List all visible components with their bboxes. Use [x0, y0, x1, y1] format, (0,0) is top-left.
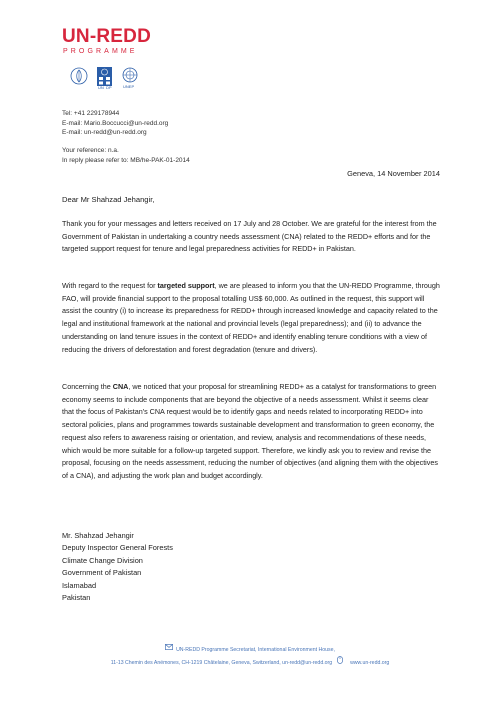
letter-date: Geneva, 14 November 2014 [347, 169, 440, 178]
unep-emblem-icon [123, 68, 137, 82]
recipient-government: Government of Pakistan [62, 568, 142, 578]
reply-reference: In reply please refer to: MB/he-PAK-01-2014 [62, 157, 190, 164]
paragraph-3 [62, 381, 442, 483]
footer-line-1 [0, 644, 500, 656]
recipient-address [62, 530, 173, 604]
paragraph-2 [62, 280, 442, 356]
recipient-city: Islamabad [62, 580, 97, 590]
recipient-title: Deputy Inspector General Forests [62, 543, 173, 553]
paragraph-3-bold: CNA [112, 382, 129, 391]
recipient-country: Pakistan [62, 593, 91, 603]
mouse-icon [337, 656, 343, 669]
paragraph-3-body: , we noticed that your proposal for streamlining REDD+ as a catalyst for transformations to green economy seems to include components that are beyond the objective of a needs assessment. Whilst it seems clear that the focus of Pakistan's CNA request would be to identify gaps and needs related to incorporating REDD+ into sectoral policies, plans and programmes towards sustainable development and transformation to green economy, the request also refers to awareness raising or orientation, and review, analysis and recommendations of these needs, which would be more suitable for a follow-up targeted support. Therefore, we kindly ask you to review and revise the proposal, focusing on the needs assessment, reducing the number of objectives (and aligning them with the objectives of a CNA), and adjusting the work plan and budget accordingly. [62, 382, 438, 480]
fao-emblem-icon [71, 68, 87, 84]
letter-footer [0, 644, 500, 669]
your-reference: Your reference: n.a. [62, 147, 119, 154]
logo-subtitle: PROGRAMME [63, 48, 138, 55]
paragraph-2-lead: With regard to the request for [62, 281, 158, 290]
agency-logos [70, 66, 142, 90]
undp-caption-2: DP [106, 85, 112, 90]
undp-emblem-icon [97, 67, 112, 86]
reference-block [62, 146, 190, 166]
recipient-name: Mr. Shahzad Jehangir [62, 531, 134, 540]
unep-caption: UNEP [123, 84, 135, 89]
footer-address-1: UN-REDD Programme Secretariat, International Environment House, [176, 646, 335, 653]
contact-tel: Tel: +41 229178944 [62, 110, 120, 117]
logo-title: UN-REDD [62, 26, 152, 47]
contact-block [62, 109, 168, 138]
paragraph-3-lead: Concerning the [62, 382, 113, 391]
un-redd-logo [62, 27, 172, 55]
salutation: Dear Mr Shahzad Jehangir, [62, 195, 155, 204]
contact-email-2[interactable]: E-mail: un-redd@un-redd.org [62, 129, 147, 137]
paragraph-1: Thank you for your messages and letters received on 17 July and 28 October. We are grateful for the interest from the Government of Pakistan in undertaking a country needs assessment (CNA) related to the REDD+ efforts and for the targeted support request for tenure and legal preparedness activities for REDD+ in Pakistan. [62, 219, 437, 254]
footer-address-2[interactable]: 11-13 Chemin des Anémones, CH-1219 Châtelaine, Geneva, Switzerland, un-redd@un-redd.org [110, 659, 333, 666]
footer-website-link[interactable]: www.un-redd.org [350, 659, 390, 666]
paragraph-2-body: , we are pleased to inform you that the UN-REDD Programme, through FAO, will provide financial support to the proposal totalling US$ 60,000. As outlined in the request, this support will assist the country (i) to increase its preparedness for REDD+ through increased knowledge and capacity related to the legal and institutional framework at the national and provincial levels (legal preparedness); and (ii) to advance the understanding on land tenure issues in the context of REDD+ and identify enabling tenure conditions with a view of reducing the drivers of deforestation and forest degradation (tenure and drivers). [62, 281, 440, 354]
recipient-division: Climate Change Division [62, 555, 143, 565]
undp-caption: UN [98, 85, 104, 90]
envelope-icon [165, 644, 173, 655]
contact-email-1[interactable]: E-mail: Mario.Boccucci@un-redd.org [62, 119, 169, 127]
paragraph-2-bold: targeted support [157, 281, 215, 290]
footer-line-2 [0, 656, 500, 669]
